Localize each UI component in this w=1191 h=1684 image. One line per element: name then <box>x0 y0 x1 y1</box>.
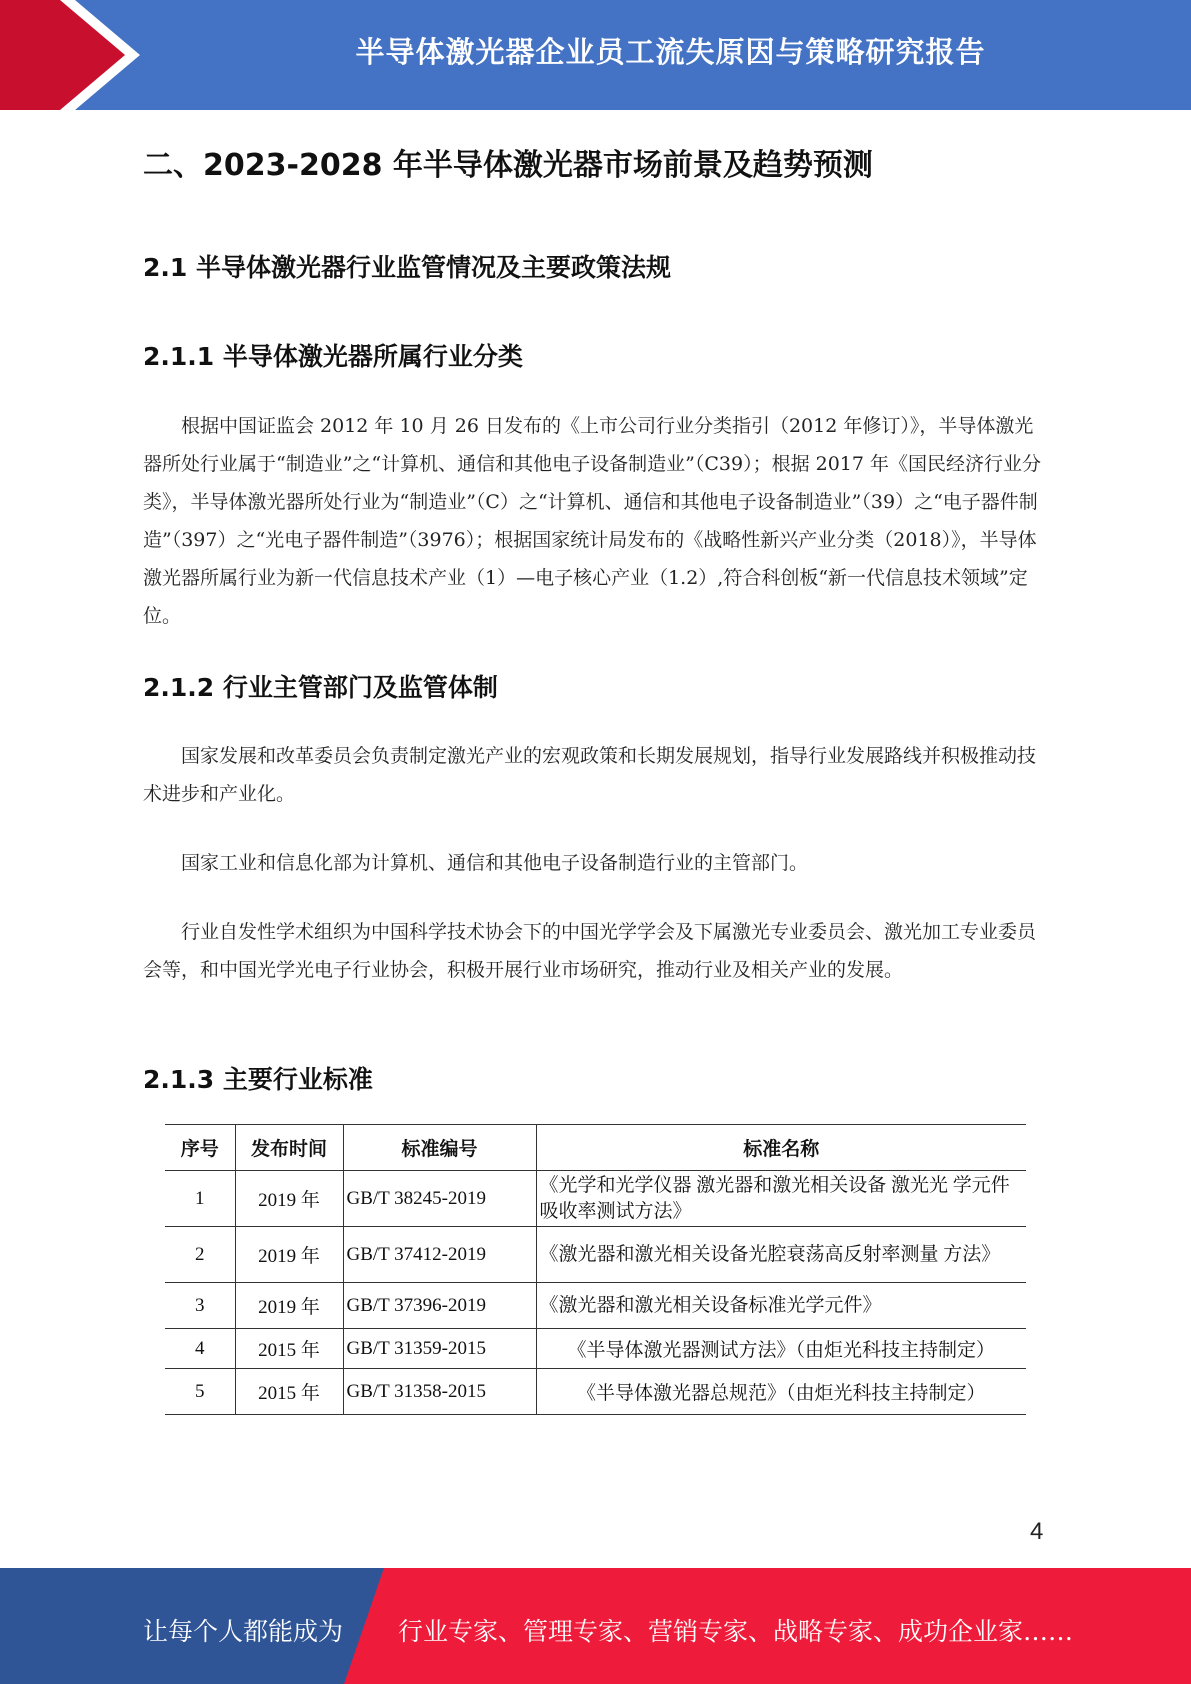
table-cell: 2019 年 <box>235 1171 343 1227</box>
table-row <box>165 1171 1026 1227</box>
table-row <box>165 1329 1026 1369</box>
table-cell: GB/T 37412-2019 <box>343 1227 536 1283</box>
header-chevron-icon <box>0 0 150 110</box>
table-row <box>165 1283 1026 1329</box>
table-header-row <box>165 1125 1026 1171</box>
table-cell: GB/T 31358-2015 <box>343 1369 536 1415</box>
table-cell: 4 <box>165 1329 235 1369</box>
table-cell: GB/T 38245-2019 <box>343 1171 536 1227</box>
table-cell: 2015 年 <box>235 1329 343 1369</box>
table-row <box>165 1227 1026 1283</box>
table-cell: 3 <box>165 1283 235 1329</box>
table-cell: 5 <box>165 1369 235 1415</box>
table-cell: 《半导体激光器测试方法》（由炬光科技主持制定） <box>536 1329 1026 1369</box>
table-cell: 《光学和光学仪器 激光器和激光相关设备 激光光 学元件吸收率测试方法》 <box>536 1171 1026 1227</box>
regulator-paragraph-2: 国家工业和信息化部为计算机、通信和其他电子设备制造行业的主管部门。 <box>181 852 809 874</box>
standards-table <box>165 1124 1026 1415</box>
regulator-paragraph-3: 行业自发性学术组织为中国科学技术协会下的中国光学学会及下属激光专业委员会、激光加工专业委员会等，和中国光学光电子行业协会，积极开展行业市场研究，推动行业及相关产业的发展。 <box>143 921 1037 981</box>
table-header-cell: 发布时间 <box>235 1125 343 1171</box>
subsection-2-1-1-title: 2.1.1 半导体激光器所属行业分类 <box>143 342 523 371</box>
table-cell: 2019 年 <box>235 1227 343 1283</box>
subsection-2-1-3-title: 2.1.3 主要行业标准 <box>143 1065 373 1094</box>
table-row <box>165 1369 1026 1415</box>
table-cell: 2015 年 <box>235 1369 343 1415</box>
table-cell: 2019 年 <box>235 1283 343 1329</box>
table-cell: 2 <box>165 1227 235 1283</box>
header-title: 半导体激光器企业员工流失原因与策略研究报告 <box>355 34 986 69</box>
table-header-cell: 标准编号 <box>343 1125 536 1171</box>
table-cell: GB/T 31359-2015 <box>343 1329 536 1369</box>
section-title: 二、2023-2028 年半导体激光器市场前景及趋势预测 <box>143 148 873 183</box>
subsection-title: 2.1 半导体激光器行业监管情况及主要政策法规 <box>143 253 671 282</box>
classification-paragraph: 根据中国证监会 2012 年 10 月 26 日发布的《上市公司行业分类指引（2012 年修订）》，半导体激光器所处行业属于“制造业”之“计算机、通信和其他电子设备制造业”（C39）；根据 2017 年《国民经济行业分类》，半导体激光器所处行业为“制造业”（C）之“计算机、通信和其他电子设备制造业”（39）之“电子器件制造”（397）之“光电子器件制造”（3976）；根据国家统计局发布的《战略性新兴产业分类（2018）》，半导体激光器所属行业为新一代信息技术产业（1）—电子核心产业（1.2）,符合科创板“新一代信息技术领域”定位。 <box>143 415 1042 627</box>
footer-slogan-right: 行业专家、管理专家、营销专家、战略专家、成功企业家…… <box>398 1617 1074 1646</box>
table-header-cell: 标准名称 <box>536 1125 1026 1171</box>
table-cell: 《半导体激光器总规范》（由炬光科技主持制定） <box>536 1369 1026 1415</box>
table-cell: 1 <box>165 1171 235 1227</box>
table-header-cell: 序号 <box>165 1125 235 1171</box>
table-cell: 《激光器和激光相关设备标准光学元件》 <box>536 1283 1026 1329</box>
footer-slogan-left: 让每个人都能成为 <box>143 1617 344 1646</box>
subsection-2-1-2-title: 2.1.2 行业主管部门及监管体制 <box>143 673 498 702</box>
page-number: 4 <box>1030 1518 1044 1545</box>
table-cell: 《激光器和激光相关设备光腔衰荡高反射率测量 方法》 <box>536 1227 1026 1283</box>
regulator-paragraph-1: 国家发展和改革委员会负责制定激光产业的宏观政策和长期发展规划，指导行业发展路线并积极推动技术进步和产业化。 <box>143 745 1037 805</box>
table-cell: GB/T 37396-2019 <box>343 1283 536 1329</box>
page-header <box>0 0 1191 110</box>
